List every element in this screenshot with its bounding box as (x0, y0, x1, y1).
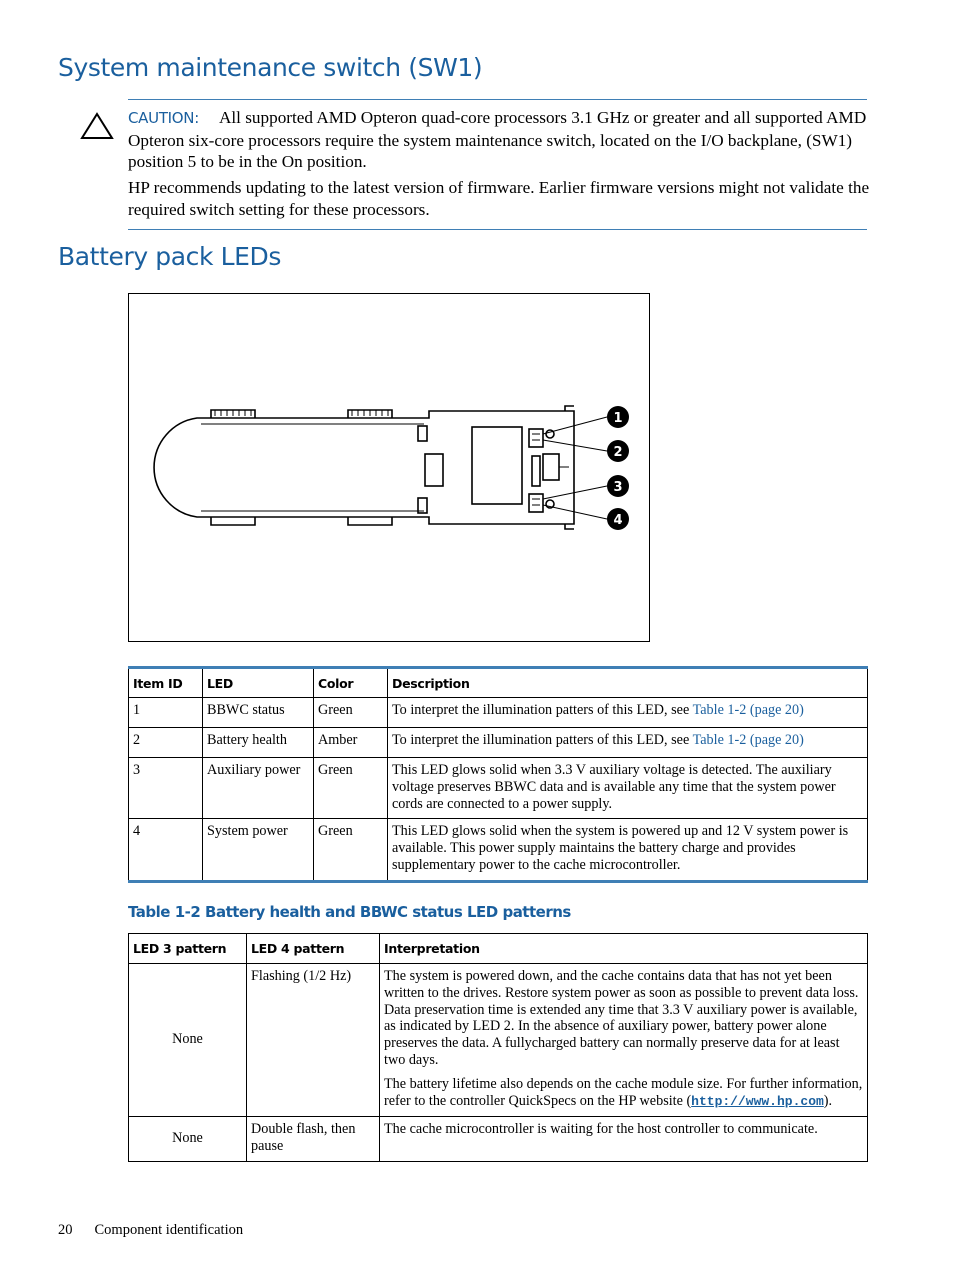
section-heading-battery: Battery pack LEDs (58, 242, 282, 271)
led-name: BBWC status (203, 698, 314, 728)
interpretation-para: The battery lifetime also depends on the cache module size. For further information, refer to the controller QuickSpecs on the HP website (http://www.hp.com). (384, 1075, 863, 1109)
led4-pattern: Flashing (1/2 Hz) (247, 964, 380, 1117)
table-1-2-link[interactable]: Table 1-2 (page 20) (692, 732, 804, 748)
table-row (129, 758, 868, 819)
led-name: System power (203, 819, 314, 881)
led-color: Green (314, 819, 388, 881)
led-description: This LED glows solid when 3.3 V auxiliary voltage is detected. The auxiliary voltage preserves BBWC data and is available any time that the system power cords are connected to a power supply. (388, 758, 868, 819)
table-row (129, 819, 868, 881)
led-name: Auxiliary power (203, 758, 314, 819)
col-header: Color (314, 668, 388, 698)
item-id: 4 (129, 819, 203, 881)
led3-pattern: None (129, 964, 247, 1117)
col-header: Description (388, 668, 868, 698)
col-header: Interpretation (380, 934, 868, 964)
led-pattern-table (128, 933, 868, 1162)
page-number: 20 (58, 1222, 73, 1238)
led-description: To interpret the illumination patters of this LED, see Table 1-2 (page 20) (388, 698, 868, 728)
led-color: Green (314, 758, 388, 819)
battery-pack-figure (128, 293, 650, 642)
divider (128, 99, 867, 100)
table-row (129, 964, 868, 1117)
item-id: 2 (129, 728, 203, 758)
callout-3: 3 (613, 480, 623, 495)
interpretation (380, 964, 868, 1117)
led-name: Battery health (203, 728, 314, 758)
callout-markers (607, 406, 629, 530)
caution-label: CAUTION: (128, 109, 199, 127)
led-color: Green (314, 698, 388, 728)
led-description: To interpret the illumination patters of this LED, see Table 1-2 (page 20) (388, 728, 868, 758)
footer-section: Component identification (94, 1222, 244, 1238)
col-header: LED 4 pattern (247, 934, 380, 964)
led4-pattern: Double flash, then pause (247, 1117, 380, 1162)
led-color: Amber (314, 728, 388, 758)
led-description: This LED glows solid when the system is powered up and 12 V system power is available. This power supply maintains the battery charge and provides supplementary power to the cache microcontroller. (388, 819, 868, 881)
page-footer (58, 1222, 243, 1239)
caution-triangle-icon (80, 112, 114, 140)
caution-paragraph (128, 107, 870, 173)
table-header-row (129, 934, 868, 964)
battery-pack-illustration (129, 294, 649, 641)
firmware-note: HP recommends updating to the latest version of firmware. Earlier firmware versions might not validate the required switch setting for these processors. (128, 178, 870, 219)
led3-pattern: None (129, 1117, 247, 1162)
col-header: LED 3 pattern (129, 934, 247, 964)
caution-text: All supported AMD Opteron quad-core processors 3.1 GHz or greater and all supported AMD Opteron six-core processors require the system maintenance switch, located on the I/O backplane, (SW1) position 5 to be in the On position. (128, 108, 867, 172)
hp-website-link[interactable]: http://www.hp.com (691, 1093, 824, 1109)
callout-2: 2 (613, 445, 623, 460)
col-header: LED (203, 668, 314, 698)
interpretation-para: Data preservation time is extended any time that 3.3 V auxiliary power is available, as indicated by LED 2. In the absence of auxiliary power, battery power alone preserves the data. A fullycharged battery can normally preserve data for at least two days. (384, 1001, 858, 1068)
table-row (129, 728, 868, 758)
interpretation: The cache microcontroller is waiting for the host controller to communicate. (380, 1117, 868, 1162)
led-table (128, 666, 868, 883)
section-heading-sw1: System maintenance switch (SW1) (58, 53, 483, 82)
divider (128, 229, 867, 230)
item-id: 3 (129, 758, 203, 819)
table-1-2-link[interactable]: Table 1-2 (page 20) (692, 702, 804, 718)
interpretation-para: The system is powered down, and the cache contains data that has not yet been written to the drives. Restore system power as soon as possible to prevent data loss. (384, 968, 859, 1001)
item-id: 1 (129, 698, 203, 728)
callout-4: 4 (613, 513, 623, 528)
col-header: Item ID (129, 668, 203, 698)
table-row (129, 698, 868, 728)
table-caption: Table 1-2 Battery health and BBWC status LED patterns (128, 903, 571, 921)
table-header-row (129, 668, 868, 698)
table-row (129, 1117, 868, 1162)
callout-1: 1 (613, 411, 623, 426)
